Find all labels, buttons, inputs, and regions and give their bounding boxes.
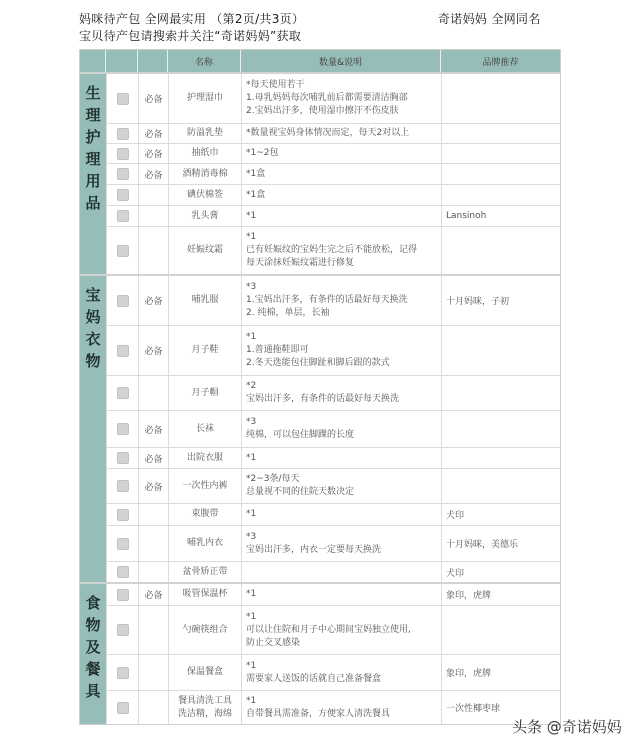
header-blank bbox=[80, 50, 106, 72]
item-name bbox=[168, 448, 241, 468]
item-name bbox=[168, 526, 241, 561]
checkbox-cell bbox=[106, 206, 138, 226]
item-name-text: 妊娠纹霜 bbox=[186, 245, 223, 255]
item-name-text: 抽纸巾 bbox=[191, 148, 219, 158]
item-brand bbox=[441, 469, 560, 503]
item-desc: *1 可以让住院和月子中心期间宝妈独立使用, 防止交叉感染 bbox=[241, 606, 441, 654]
item-name-text: 防溢乳垫 bbox=[186, 128, 223, 138]
item-desc: *1盒 bbox=[241, 164, 441, 184]
item-brand: 象印，虎牌 bbox=[441, 584, 560, 605]
item-name-text: 乳头膏 bbox=[191, 210, 219, 221]
required-cell bbox=[138, 206, 168, 226]
checkbox-cell bbox=[106, 227, 138, 274]
watermark-text: 头条 @奇诺妈妈 bbox=[512, 718, 622, 736]
table-row bbox=[106, 226, 560, 274]
header-right-text: 奇诺妈妈 全网同名 bbox=[438, 12, 541, 26]
item-name bbox=[168, 376, 241, 410]
checkbox-cell bbox=[106, 276, 138, 325]
table-row bbox=[106, 74, 560, 123]
item-name bbox=[168, 276, 241, 325]
item-name bbox=[168, 411, 241, 447]
checkbox-cell bbox=[106, 526, 138, 561]
item-name bbox=[168, 584, 241, 605]
item-name-text: 勺碗筷组合 bbox=[182, 624, 228, 635]
item-brand bbox=[441, 448, 560, 468]
item-brand: 犬印 bbox=[441, 562, 560, 582]
checkbox-cell bbox=[106, 326, 138, 375]
checkbox[interactable] bbox=[117, 667, 129, 679]
checkbox-cell bbox=[106, 606, 138, 654]
category-char: 理 bbox=[85, 150, 101, 168]
item-name bbox=[168, 206, 241, 226]
checkbox-cell bbox=[106, 411, 138, 447]
item-desc: *1 bbox=[241, 448, 441, 468]
item-name-text: 出院衣服 bbox=[186, 452, 223, 463]
checkbox-cell bbox=[106, 691, 138, 724]
checkbox-cell bbox=[106, 562, 138, 582]
checkbox-cell bbox=[106, 185, 138, 205]
table-row bbox=[106, 205, 560, 226]
table-row bbox=[106, 654, 560, 690]
table-row bbox=[106, 690, 560, 724]
checkbox-cell bbox=[106, 469, 138, 503]
item-name bbox=[168, 691, 241, 724]
checkbox[interactable] bbox=[117, 509, 129, 521]
header-blank bbox=[138, 50, 168, 72]
checkbox[interactable] bbox=[117, 423, 129, 435]
required-cell: 必备 bbox=[138, 276, 168, 325]
checkbox[interactable] bbox=[117, 387, 129, 399]
checkbox[interactable] bbox=[117, 210, 129, 222]
checkbox[interactable] bbox=[117, 345, 129, 357]
checkbox[interactable] bbox=[117, 93, 129, 105]
item-desc: *1 已有妊娠纹的宝妈生完之后不能放松，记得 每天涂抹妊娠纹霜进行修复 bbox=[241, 227, 441, 274]
item-desc: *每天使用若干 1.母乳妈妈每次哺乳前后都需要清洁胸部 2.宝妈出汗多，使用湿巾擦汗不伤皮肤 bbox=[241, 74, 441, 123]
category-char: 品 bbox=[85, 194, 101, 212]
checkbox-cell bbox=[106, 144, 138, 163]
item-desc: *1 1.普通拖鞋即可 2.冬天选能包住脚趾和脚后跟的款式 bbox=[241, 326, 441, 375]
item-brand bbox=[441, 326, 560, 375]
category-char: 物 bbox=[85, 352, 101, 370]
item-brand bbox=[441, 74, 560, 123]
category-char: 食 bbox=[85, 594, 101, 612]
item-desc: *1~2包 bbox=[241, 144, 441, 163]
checkbox-cell bbox=[106, 74, 138, 123]
item-desc: *1 需要家人送饭的话就自己准备餐盒 bbox=[241, 655, 441, 690]
checklist-table bbox=[79, 49, 561, 725]
category-char: 物 bbox=[85, 616, 101, 634]
checkbox-cell bbox=[106, 124, 138, 143]
table-row bbox=[106, 468, 560, 503]
item-name-text: 哺乳内衣 bbox=[186, 538, 223, 548]
table-header-row bbox=[80, 50, 560, 72]
table-row bbox=[106, 375, 560, 410]
item-name-text: 吸管保温杯 bbox=[182, 589, 228, 599]
item-name bbox=[168, 144, 241, 163]
section-personal-care bbox=[80, 72, 560, 274]
required-cell: 必备 bbox=[138, 326, 168, 375]
item-desc: *3 1.宝妈出汗多，有条件的话最好每天换洗 2. 纯棉，单层，长袖 bbox=[241, 276, 441, 325]
required-cell bbox=[138, 606, 168, 654]
header-brand: 品牌推荐 bbox=[482, 57, 519, 68]
table-row bbox=[106, 561, 560, 582]
item-brand bbox=[441, 376, 560, 410]
checkbox[interactable] bbox=[117, 245, 129, 257]
item-name bbox=[168, 164, 241, 184]
category-char: 餐 bbox=[85, 660, 101, 678]
item-name bbox=[168, 562, 241, 582]
required-cell bbox=[138, 526, 168, 561]
item-name-text: 月子鞋 bbox=[191, 345, 219, 355]
item-brand bbox=[441, 185, 560, 205]
item-brand bbox=[441, 144, 560, 163]
item-desc: *3 宝妈出汗多，内衣一定要每天换洗 bbox=[241, 526, 441, 561]
item-desc bbox=[241, 562, 441, 582]
table-row bbox=[106, 584, 560, 605]
item-name-text: 长袜 bbox=[195, 423, 214, 434]
checkbox[interactable] bbox=[117, 295, 129, 307]
item-brand: Lansinoh bbox=[441, 206, 560, 226]
item-brand bbox=[441, 411, 560, 447]
category-char: 护 bbox=[85, 128, 101, 146]
item-name bbox=[168, 469, 241, 503]
item-desc: *3 纯棉，可以包住脚踝的长度 bbox=[241, 411, 441, 447]
table-row bbox=[106, 447, 560, 468]
required-cell bbox=[138, 185, 168, 205]
item-name-text: 保温餐盒 bbox=[186, 667, 223, 677]
item-desc: *1 bbox=[241, 584, 441, 605]
item-name-text: 碘伏棉签 bbox=[186, 189, 223, 200]
checkbox-cell bbox=[106, 655, 138, 690]
checkbox[interactable] bbox=[117, 702, 129, 714]
item-brand: 十月妈咪，子初 bbox=[441, 276, 560, 325]
checkbox-cell bbox=[106, 504, 138, 525]
checkbox-cell bbox=[106, 448, 138, 468]
item-name bbox=[168, 606, 241, 654]
checkbox[interactable] bbox=[117, 148, 129, 160]
category-char: 具 bbox=[85, 682, 101, 700]
checkbox[interactable] bbox=[117, 566, 129, 578]
required-cell: 必备 bbox=[138, 124, 168, 143]
header-name: 名称 bbox=[168, 50, 241, 72]
category-char: 生 bbox=[85, 84, 101, 102]
section-mom-clothing bbox=[80, 274, 560, 582]
checkbox-cell bbox=[106, 164, 138, 184]
table-row bbox=[106, 143, 560, 163]
item-brand bbox=[441, 227, 560, 274]
item-brand: 象印，虎牌 bbox=[441, 655, 560, 690]
item-name bbox=[168, 74, 241, 123]
item-name-text: 盆骨矫正带 bbox=[182, 566, 228, 577]
item-desc: *1 自带餐具需准备，方便家人清洗餐具 bbox=[241, 691, 441, 724]
item-brand: 十月妈咪，美德乐 bbox=[441, 526, 560, 561]
checkbox[interactable] bbox=[117, 189, 129, 201]
checkbox[interactable] bbox=[117, 538, 129, 550]
required-cell bbox=[138, 691, 168, 724]
category-char: 用 bbox=[85, 172, 101, 190]
checkbox[interactable] bbox=[117, 589, 129, 601]
required-cell: 必备 bbox=[138, 411, 168, 447]
item-brand bbox=[441, 606, 560, 654]
category-char: 理 bbox=[85, 106, 101, 124]
table-row bbox=[106, 503, 560, 525]
checkbox[interactable] bbox=[117, 452, 129, 464]
item-brand bbox=[441, 124, 560, 143]
section-food-tableware bbox=[80, 582, 560, 724]
item-name-text: 月子帽 bbox=[191, 387, 219, 398]
required-cell bbox=[138, 562, 168, 582]
item-name-text: 酒精消毒棉 bbox=[182, 168, 228, 179]
checkbox[interactable] bbox=[117, 128, 129, 140]
item-desc: *1 bbox=[241, 206, 441, 226]
category-label bbox=[80, 74, 106, 274]
item-desc: *2 宝妈出汗多，有条件的话最好每天换洗 bbox=[241, 376, 441, 410]
table-row bbox=[106, 163, 560, 184]
required-cell: 必备 bbox=[138, 448, 168, 468]
item-name bbox=[168, 504, 241, 525]
header-left-text: 妈咪待产包 全网最实用 （第2页/共3页） bbox=[79, 12, 305, 26]
item-name bbox=[168, 326, 241, 375]
checkbox[interactable] bbox=[117, 480, 129, 492]
item-brand: 一次性椰枣球 bbox=[441, 691, 560, 724]
item-name-text: 餐具清洗工具 洗洁精，海绵 bbox=[177, 695, 232, 719]
table-row bbox=[106, 605, 560, 654]
item-desc: *数量视宝妈身体情况而定，每天2对以上 bbox=[241, 124, 441, 143]
item-desc: *1盒 bbox=[241, 185, 441, 205]
item-name-text: 一次性内裤 bbox=[182, 480, 228, 491]
header-desc: 数量&说明 bbox=[241, 50, 441, 72]
item-desc: *2~3条/每天 总量视不同的住院天数决定 bbox=[241, 469, 441, 503]
header-subtitle: 宝贝待产包请搜索并关注“奇诺妈妈”获取 bbox=[79, 29, 302, 43]
table-row bbox=[106, 525, 560, 561]
required-cell: 必备 bbox=[138, 164, 168, 184]
category-char: 及 bbox=[85, 638, 101, 656]
category-char: 妈 bbox=[85, 308, 101, 326]
checkbox[interactable] bbox=[117, 624, 129, 636]
checkbox-cell bbox=[106, 584, 138, 605]
item-brand bbox=[441, 164, 560, 184]
table-row bbox=[106, 276, 560, 325]
required-cell: 必备 bbox=[138, 74, 168, 123]
item-name bbox=[168, 227, 241, 274]
required-cell: 必备 bbox=[138, 144, 168, 163]
item-name-text: 哺乳服 bbox=[191, 295, 219, 305]
category-char: 宝 bbox=[85, 286, 101, 304]
item-name bbox=[168, 185, 241, 205]
header-blank bbox=[106, 50, 138, 72]
required-cell bbox=[138, 504, 168, 525]
table-row bbox=[106, 410, 560, 447]
table-row bbox=[106, 184, 560, 205]
category-label bbox=[80, 584, 106, 724]
table-row bbox=[106, 123, 560, 143]
category-label bbox=[80, 276, 106, 582]
required-cell bbox=[138, 227, 168, 274]
required-cell bbox=[138, 376, 168, 410]
table-row bbox=[106, 325, 560, 375]
item-name-text: 束腹带 bbox=[191, 509, 219, 519]
item-name-text: 护理湿巾 bbox=[186, 93, 223, 103]
item-desc: *1 bbox=[241, 504, 441, 525]
checkbox[interactable] bbox=[117, 168, 129, 180]
required-cell: 必备 bbox=[138, 469, 168, 503]
item-name bbox=[168, 124, 241, 143]
item-brand: 犬印 bbox=[441, 504, 560, 525]
item-name bbox=[168, 655, 241, 690]
required-cell bbox=[138, 655, 168, 690]
required-cell: 必备 bbox=[138, 584, 168, 605]
category-char: 衣 bbox=[85, 330, 101, 348]
checkbox-cell bbox=[106, 376, 138, 410]
